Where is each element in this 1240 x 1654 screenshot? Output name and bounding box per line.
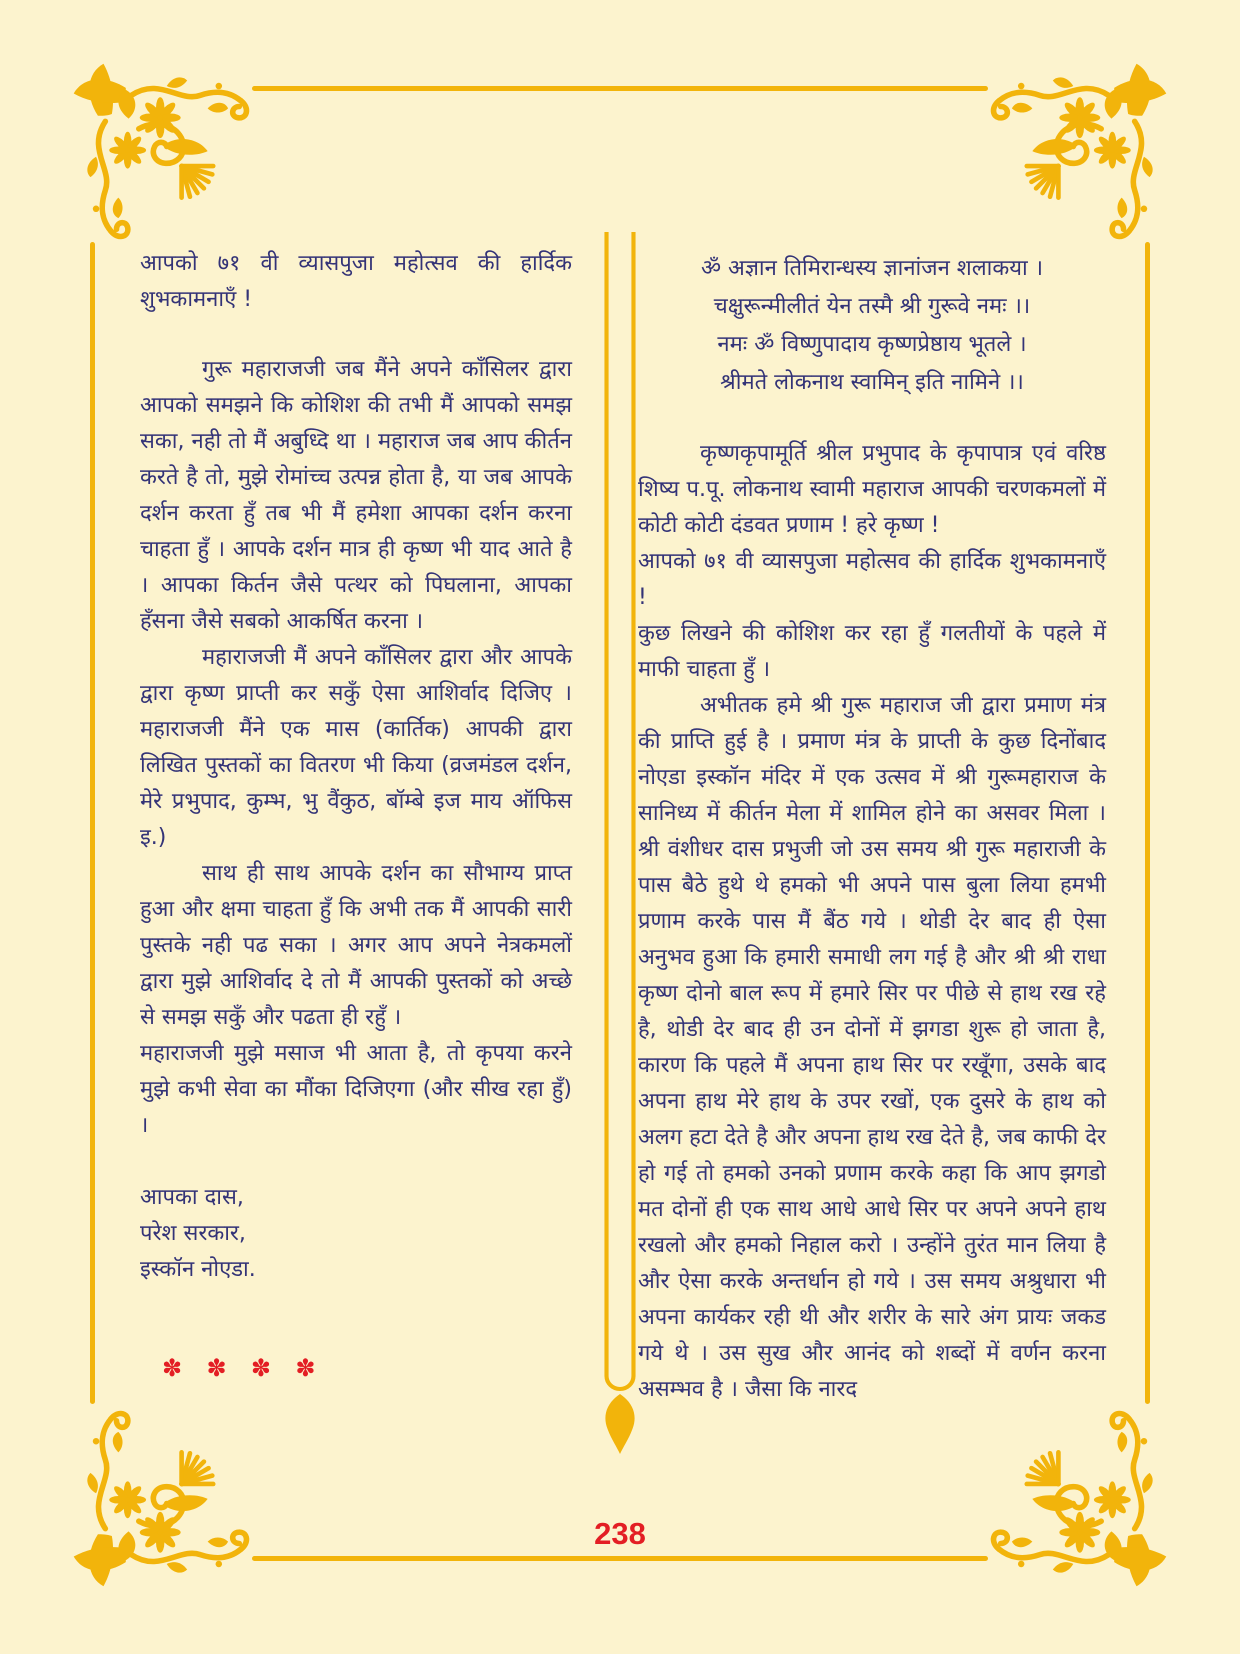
left-column [140, 246, 572, 1382]
paragraph: गुरू महाराजजी जब मैंने अपने काँसिलर द्वारा आपको समझने कि कोशिश की तभी मैं आपको समझ सका, नही तो मैं अबुध्दि था । महाराज जब आप कीर्तन करते है तो, मुझे रोमांच्च उत्पन्न होता है, या जब आपके दर्शन करता हुँ तब भी मैं हमेशा आपका दर्शन करना चाहता हुँ । आपके दर्शन मात्र ही कृष्ण भी याद आते है । आपका किर्तन जैसे पत्थर को पिघलाना, आपका हँसना जैसे सबको आकर्षित करना । [140, 357, 572, 634]
shloka-line: ॐ अज्ञान तिमिरान्धस्य ज्ञानांजन शलाकया । [700, 256, 1044, 281]
frame-line-left [90, 242, 95, 1404]
paragraph: महाराजजी मुझे मसाज भी आता है, तो कृपया करने मुझे कभी सेवा का मौंका दिजिएगा (और सीख रहा हुँ) । [140, 1041, 572, 1138]
corner-ornament-bottom-right-icon [984, 1404, 1170, 1590]
corner-ornament-top-left-icon [70, 60, 256, 246]
paragraph: महाराजजी मैं अपने काँसिलर द्वारा और आपके द्वारा कृष्ण प्राप्ती कर सकुँ ऐसा आशिर्वाद दिजिए । महाराजजी मैंने एक मास (कार्तिक) आपकी द्वारा लिखित पुस्तकों का वितरण भी किया (व्रजमंडल दर्शन, मेरे प्रभुपाद, कुम्भ, भु वैंकुठ, बॉम्बे इज माय ऑफिस इ.) [140, 645, 572, 850]
frame-line-top [252, 86, 988, 91]
shloka-line: नमः ॐ विष्णुपादाय कृष्णप्रेष्ठाय भूतले । [717, 332, 1027, 357]
paragraph: कृष्णकृपामूर्ति श्रील प्रभुपाद के कृपापात्र एवं वरिष्ठ शिष्य प.पू. लोकनाथ स्वामी महाराज आपकी चरणकमलों में कोटी कोटी दंडवत प्रणाम ! हरे कृष्ण ! [638, 441, 1106, 538]
page-number: 238 [594, 1516, 646, 1551]
right-column [638, 250, 1106, 1408]
paragraph: कुछ लिखने की कोशिश कर रहा हुँ गलतीयों के पहले में माफी चाहता हुँ । [638, 621, 1106, 682]
paragraph: साथ ही साथ आपके दर्शन का सौभाग्य प्राप्त हुआ और क्षमा चाहता हुँ कि अभी तक मैं आपकी सारी पुस्तके नही पढ सका । अगर आप अपने नेत्रकमलों द्वारा मुझे आशिर्वाद दे तो मैं आपकी पुस्तकों को अच्छे से समझ सकुँ और पढता ही रहुँ । [140, 861, 572, 1030]
signoff-line: परेश सरकार, [140, 1221, 246, 1246]
invocation-shloka [638, 250, 1106, 402]
signoff-line: इस्कॉन नोएडा. [140, 1257, 256, 1282]
separator-asterisks: ✽ ✽ ✽ ✽ [162, 1354, 324, 1382]
paragraph: आपको ७१ वी व्यासपुजा महोत्सव की हार्दिक शुभकामनाएँ ! [638, 549, 1106, 610]
signoff-line: आपका दास, [140, 1185, 244, 1210]
shloka-line: श्रीमते लोकनाथ स्वामिन् इति नामिने ।। [720, 370, 1024, 395]
paragraph: अभीतक हमे श्री गुरू महाराज जी द्वारा प्रमाण मंत्र की प्राप्ति हुई है । प्रमाण मंत्र के प्राप्ती के कुछ दिनोंबाद नोएडा इस्कॉन मंदिर में एक उत्सव में श्री गुरूमहाराज के सानिध्य में कीर्तन मेला में शामिल होने का असवर मिला । श्री वंशीधर दास प्रभुजी जो उस समय श्री गुरू महाराजी के पास बैठे हुथे थे हमको भी अपने पास बुला लिया हमभी प्रणाम करके पास मैं बैंठ गये । थोडी देर बाद ही ऐसा अनुभव हुआ कि हमारी समाधी लग गई है और श्री श्री राधा कृष्ण दोनो बाल रूप में हमारे सिर पर पीछे से हाथ रख रहे है, थोडी देर बाद ही उन दोनों में झगडा शुरू हो जाता है, कारण कि पहले मैं अपना हाथ सिर पर रखूँगा, उसके बाद अपना हाथ मेरे हाथ के उपर रखों, एक दुसरे के हाथ को अलग हटा देते है और अपना हाथ रख देते है, जब काफी देर हो गई तो हमको उनको प्रणाम करके कहा कि आप झगडो मत दोनों ही एक साथ आधे आधे सिर पर अपने अपने हाथ रखलो और हमको निहाल करो । उन्होंने तुरंत मान लिया है और ऐसा करके अन्तर्धान हो गये । उस समय अश्रुधारा भी अपना कार्यकर रही थी और शरीर के सारे अंग प्रायः जकड गये थे । उस सुख और आनंद को शब्दों में वर्णन करना असम्भव है । जैसा कि नारद [638, 693, 1106, 1402]
corner-ornament-bottom-left-icon [70, 1404, 256, 1590]
frame-line-bottom [252, 1556, 988, 1561]
signoff-block [140, 1180, 572, 1288]
greeting-text: आपको ७१ वी व्यासपुजा महोत्सव की हार्दिक शुभकामनाएँ ! [140, 251, 572, 312]
frame-line-right [1145, 242, 1150, 1404]
shloka-line: चक्षुरून्मीलीतं येन तस्मै श्री गुरूवे नमः ।। [713, 294, 1031, 319]
corner-ornament-top-right-icon [984, 60, 1170, 246]
